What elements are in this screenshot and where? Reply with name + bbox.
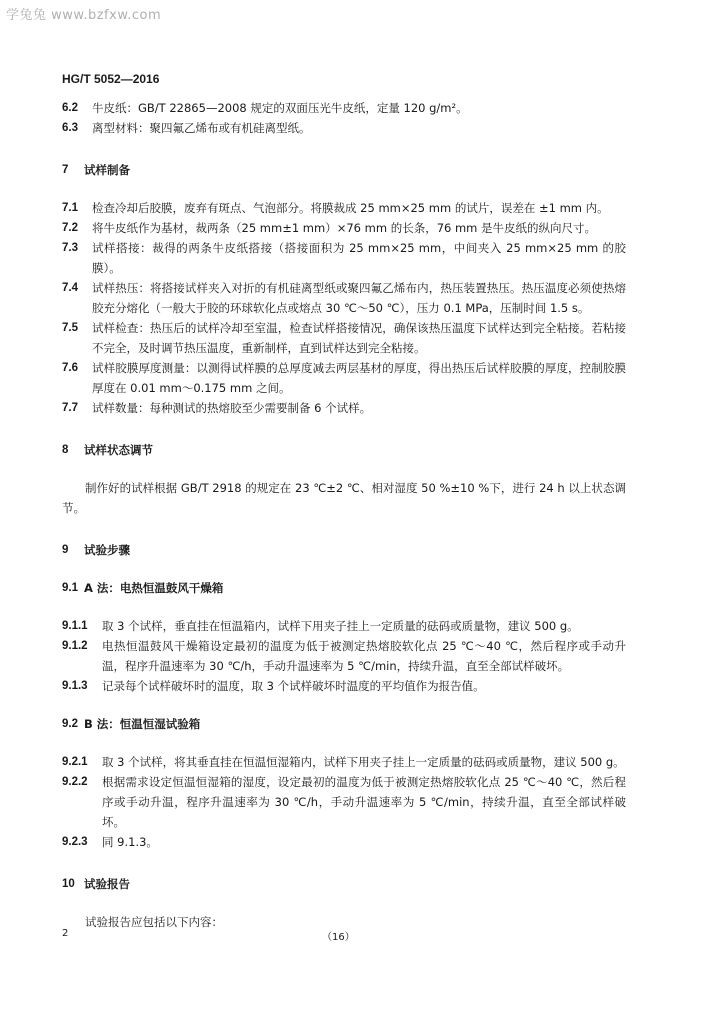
heading-title: A 法：电热恒温鼓风干燥箱 [84, 581, 224, 595]
clause-number: 9.2.3 [62, 836, 88, 848]
clause-number: 7.3 [62, 242, 78, 254]
heading-8 [62, 440, 626, 460]
heading-9-2 [62, 714, 626, 734]
clause-number: 9.1.2 [62, 640, 88, 652]
heading-number: 8 [62, 444, 69, 456]
clause-6-2 [62, 98, 626, 118]
heading-number: 7 [62, 164, 69, 176]
standard-id: HG/T 5052—2016 [62, 72, 160, 86]
heading-title: 试验报告 [84, 877, 130, 891]
heading-title: B 法：恒温恒湿试验箱 [84, 717, 201, 731]
clause-9-2-3 [62, 832, 626, 852]
clause-text: 试样数量：每种测试的热熔胶至少需要制备 6 个试样。 [92, 401, 372, 415]
clause-text: 牛皮纸：GB/T 22865—2008 规定的双面压光牛皮纸，定量 120 g/m²。 [92, 101, 468, 115]
paragraph-8: 制作好的试样根据 GB/T 2918 的规定在 23 ℃±2 ℃、相对湿度 50 %±10 %下，进行 24 h 以上状态调节。 [62, 481, 626, 515]
heading-9 [62, 540, 626, 560]
clause-text: 取 3 个试样，垂直挂在恒温箱内，试样下用夹子挂上一定质量的砝码或质量物，建议 500 g。 [102, 619, 579, 633]
watermark: 学兔兔 www.bzfxw.com [6, 8, 162, 23]
clause-number: 7.1 [62, 202, 78, 214]
clause-text: 试样热压：将搭接试样夹入对折的有机硅离型纸或聚四氟乙烯布内，热压装置热压。热压温度必须使热熔胶充分熔化（一般大于胶的环球软化点或熔点 30 ℃～50 ℃），压力 0.1 MPa，压制时间 1.5 s。 [92, 281, 626, 315]
clause-text: 试样搭接：裁得的两条牛皮纸搭接（搭接面积为 25 mm×25 mm，中间夹入 25 mm×25 mm 的胶膜）。 [92, 241, 626, 275]
clause-number: 9.2.2 [62, 776, 88, 788]
clause-number: 7.7 [62, 402, 78, 414]
clause-7-4 [62, 278, 626, 318]
heading-7 [62, 160, 626, 180]
clause-7-3 [62, 238, 626, 278]
clause-text: 检查冷却后胶膜，废弃有斑点、气泡部分。将膜裁成 25 mm×25 mm 的试片，误差在 ±1 mm 内。 [92, 201, 609, 215]
paragraph-10: 试验报告应包括以下内容： [85, 915, 223, 929]
clause-9-1-1 [62, 616, 626, 636]
clause-7-7 [62, 398, 626, 418]
clause-number: 7.5 [62, 322, 78, 334]
heading-9-1 [62, 578, 626, 598]
clause-7-1 [62, 198, 626, 218]
clause-number: 9.1.3 [62, 680, 88, 692]
clause-9-1-3 [62, 676, 626, 696]
clause-text: 电热恒温鼓风干燥箱设定最初的温度为低于被测定热熔胶软化点 25 ℃～40 ℃，然后程序或手动升温，程序升温速率为 30 ℃/h，手动升温速率为 5 ℃/min，持续升温，直至全部试样破坏。 [102, 639, 626, 673]
clause-7-2 [62, 218, 626, 238]
clause-text: 试样胶膜厚度测量：以测得试样膜的总厚度减去两层基材的厚度，得出热压后试样胶膜的厚度，控制胶膜厚度在 0.01 mm～0.175 mm 之间。 [92, 361, 626, 395]
clause-number: 9.2.1 [62, 756, 88, 768]
clause-6-3 [62, 118, 626, 138]
clause-7-5 [62, 318, 626, 358]
clause-number: 6.3 [62, 122, 78, 134]
clause-number: 7.4 [62, 282, 78, 294]
heading-title: 试验步骤 [84, 543, 130, 557]
clause-9-2-2 [62, 772, 626, 832]
clause-text: 将牛皮纸作为基材，裁两条（25 mm±1 mm）×76 mm 的长条，76 mm 是牛皮纸的纵向尺寸。 [92, 221, 597, 235]
clause-number: 7.2 [62, 222, 78, 234]
clause-7-6 [62, 358, 626, 398]
clause-9-1-2 [62, 636, 626, 676]
heading-number: 9 [62, 544, 69, 556]
clause-text: 根据需求设定恒温恒湿箱的湿度，设定最初的温度为低于被测定热熔胶软化点 25 ℃～40 ℃，然后程序或手动升温，程序升温速率为 30 ℃/h，手动升温速率为 5 ℃/min，持续升温，直至全部试样破坏。 [102, 775, 626, 829]
heading-number: 9.2 [62, 718, 78, 730]
page-number: 2 [62, 928, 69, 939]
clause-text: 记录每个试样破坏时的温度，取 3 个试样破坏时温度的平均值作为报告值。 [102, 679, 485, 693]
heading-10 [62, 874, 626, 894]
footer-code: （16） [322, 932, 355, 943]
clause-text: 取 3 个试样，将其垂直挂在恒温恒湿箱内，试样下用夹子挂上一定质量的砝码或质量物，建议 500 g。 [102, 755, 625, 769]
heading-number: 9.1 [62, 582, 78, 594]
clause-text: 同 9.1.3。 [102, 835, 158, 849]
document-body [62, 98, 626, 932]
heading-number: 10 [62, 878, 75, 890]
clause-number: 7.6 [62, 362, 78, 374]
clause-number: 6.2 [62, 102, 78, 114]
clause-text: 离型材料：聚四氟乙烯布或有机硅离型纸。 [92, 121, 311, 135]
clause-text: 试样检查：热压后的试样冷却至室温，检查试样搭接情况，确保该热压温度下试样达到完全粘接。若粘接不完全，及时调节热压温度，重新制样，直到试样达到完全粘接。 [92, 321, 626, 355]
heading-title: 试样制备 [84, 163, 130, 177]
clause-number: 9.1.1 [62, 620, 88, 632]
heading-title: 试样状态调节 [84, 443, 153, 457]
clause-9-2-1 [62, 752, 626, 772]
